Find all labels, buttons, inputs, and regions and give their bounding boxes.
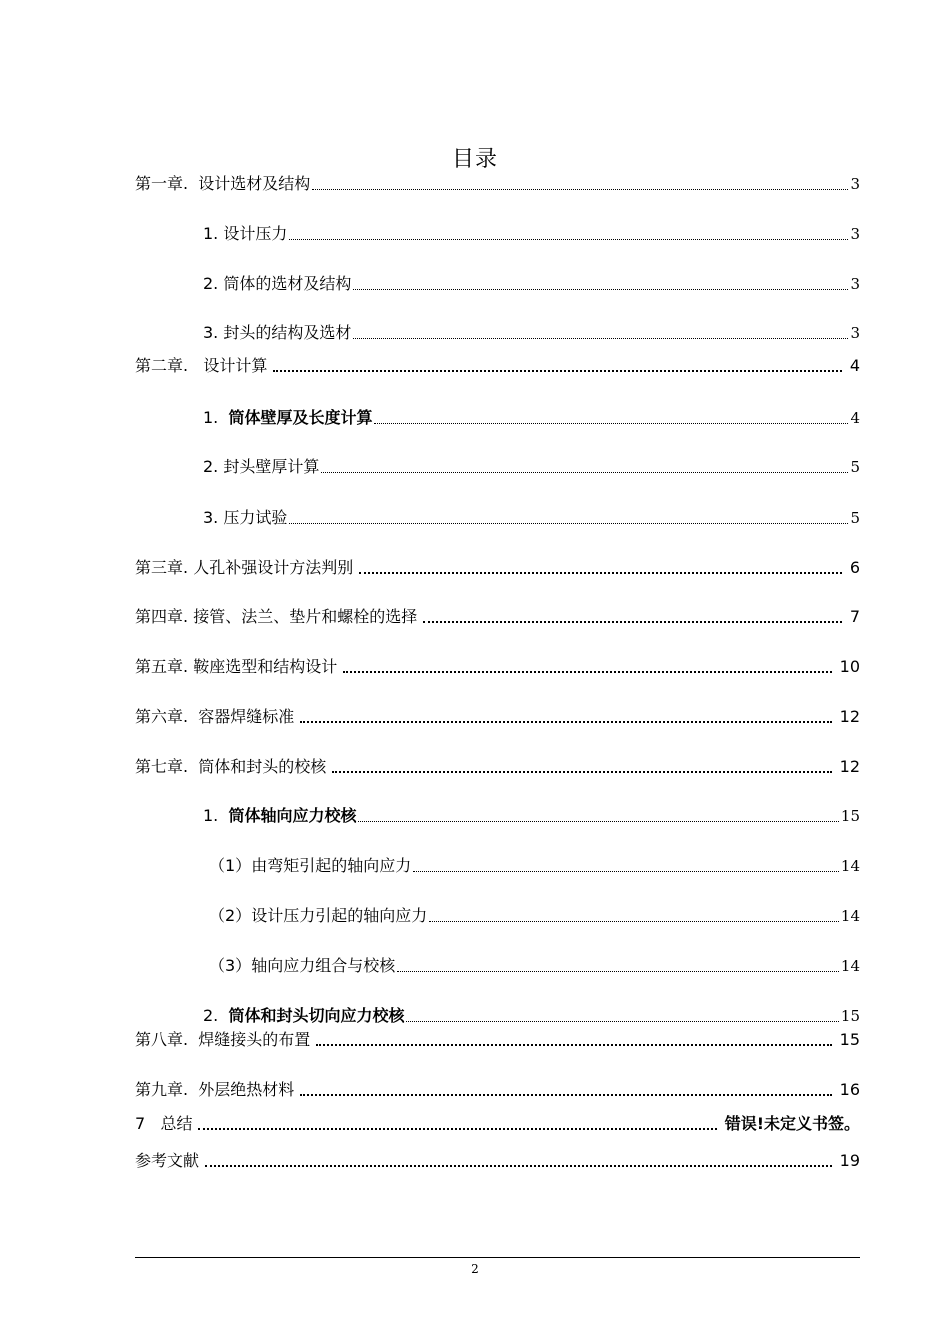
toc-entry-page: 5: [850, 458, 860, 476]
toc-dot-leader: [353, 289, 848, 290]
toc-entry-page: 3: [850, 275, 860, 293]
toc-dot-leader: [300, 1094, 831, 1096]
toc-dot-leader: [321, 472, 848, 473]
toc-entry-number: 第六章.: [135, 707, 199, 726]
toc-entry[interactable]: [209, 956, 860, 976]
toc-entry[interactable]: [135, 1080, 860, 1100]
toc-entry-number: 1.: [203, 224, 224, 243]
toc-entry-number: （1）: [209, 856, 252, 875]
toc-dot-leader: [300, 721, 831, 723]
toc-entry-label: 外层绝热材料: [198, 1080, 295, 1099]
toc-entry-number: 第二章.: [135, 356, 204, 375]
toc-entry-number: 1.: [203, 408, 229, 427]
toc-entry-page: 4: [849, 356, 860, 375]
toc-entry[interactable]: [203, 224, 860, 244]
toc-entry[interactable]: [209, 856, 860, 876]
toc-entry-number: 2.: [203, 1006, 229, 1025]
toc-entry[interactable]: [135, 356, 860, 376]
toc-entry-number: 第七章.: [135, 757, 199, 776]
toc-dot-leader: [316, 1044, 831, 1046]
toc-entry[interactable]: [203, 508, 860, 528]
toc-entry-page: 14: [840, 857, 860, 875]
toc-title: 目录: [451, 147, 498, 172]
toc-entry[interactable]: [209, 906, 860, 926]
toc-entry-label: 鞍座选型和结构设计: [193, 657, 338, 676]
toc-dot-leader: [312, 189, 848, 190]
toc-entry-number: 第五章.: [135, 657, 194, 676]
toc-entry-label: 设计压力引起的轴向应力: [251, 906, 428, 925]
toc-entry-page: 19: [839, 1151, 860, 1170]
toc-entry-label: 设计压力: [223, 224, 288, 243]
toc-entry-label: 压力试验: [223, 508, 288, 527]
toc-entry[interactable]: [135, 1151, 860, 1171]
toc-entry-label: 筒体轴向应力校核: [228, 806, 357, 825]
toc-entry[interactable]: [135, 607, 860, 627]
toc-dot-leader: [397, 971, 839, 972]
toc-entry[interactable]: [135, 657, 860, 677]
toc-entry-page: 3: [850, 225, 860, 243]
toc-dot-leader: [273, 370, 841, 372]
toc-entry-label: 由弯矩引起的轴向应力: [251, 856, 412, 875]
toc-entry-label: 焊缝接头的布置: [198, 1030, 311, 1049]
toc-dot-leader: [289, 239, 848, 240]
toc-entry[interactable]: [203, 1006, 860, 1026]
toc-entry-page: 6: [849, 558, 860, 577]
toc-entry[interactable]: [135, 558, 860, 578]
toc-entry[interactable]: [203, 457, 860, 477]
toc-entry-page: 7: [849, 607, 860, 626]
toc-dot-leader: [343, 671, 831, 673]
toc-entry-label: 筒体和封头的校核: [198, 757, 327, 776]
toc-entry-number: 3.: [203, 508, 224, 527]
toc-entry[interactable]: [203, 408, 860, 428]
toc-entry-page: 16: [839, 1080, 860, 1099]
toc-entry-label: 筒体的选材及结构: [223, 274, 352, 293]
toc-entry[interactable]: [203, 274, 860, 294]
toc-entry-number: 1.: [203, 806, 229, 825]
toc-dot-leader: [358, 821, 838, 822]
footer-page-number: 2: [471, 1262, 479, 1276]
toc-entry-number: 2.: [203, 274, 224, 293]
toc-entry-number: （2）: [209, 906, 252, 925]
toc-entry[interactable]: [135, 707, 860, 727]
footer-divider: [135, 1257, 860, 1258]
toc-entry-page: 5: [850, 509, 860, 527]
toc-entry-page: 14: [840, 907, 860, 925]
toc-entry-page: 12: [839, 707, 860, 726]
toc-entry-label: 封头的结构及选材: [223, 323, 352, 342]
toc-entry[interactable]: [135, 1114, 860, 1134]
toc-dot-leader: [359, 572, 842, 574]
toc-entry-number: 第三章.: [135, 558, 194, 577]
toc-entry-label: 容器焊缝标准: [198, 707, 295, 726]
toc-entry-label: 筒体壁厚及长度计算: [228, 408, 373, 427]
toc-entry-number: 第四章.: [135, 607, 194, 626]
toc-dot-leader: [406, 1021, 838, 1022]
toc-entry-number: 7: [135, 1114, 161, 1133]
toc-dot-leader: [332, 771, 831, 773]
toc-entry-label: 参考文献: [135, 1151, 200, 1170]
toc-dot-leader: [289, 523, 848, 524]
toc-entry-page: 4: [850, 409, 860, 427]
toc-entry-page: 14: [840, 957, 860, 975]
toc-dot-leader: [198, 1128, 716, 1130]
toc-entry-page: 10: [839, 657, 860, 676]
toc-entry[interactable]: [203, 806, 860, 826]
toc-entry[interactable]: [135, 1030, 860, 1050]
toc-entry-page: 3: [850, 175, 860, 193]
toc-entry-number: （3）: [209, 956, 252, 975]
toc-entry-page: 15: [839, 1030, 860, 1049]
toc-entry-number: 第一章.: [135, 174, 199, 193]
toc-entry-label: 设计选材及结构: [198, 174, 311, 193]
toc-entry-number: 3.: [203, 323, 224, 342]
toc-entry-page: 3: [850, 324, 860, 342]
toc-entry-page: 错误!未定义书签。: [724, 1114, 860, 1133]
toc-dot-leader: [374, 423, 848, 424]
toc-entry-page: 12: [839, 757, 860, 776]
toc-entry-page: 15: [840, 807, 860, 825]
toc-entry[interactable]: [135, 757, 860, 777]
toc-entry-number: 第九章.: [135, 1080, 199, 1099]
toc-dot-leader: [353, 338, 848, 339]
toc-entry[interactable]: [203, 323, 860, 343]
toc-dot-leader: [429, 921, 839, 922]
toc-entry-page: 15: [840, 1007, 860, 1025]
toc-dot-leader: [423, 621, 842, 623]
toc-entry-label: 筒体和封头切向应力校核: [228, 1006, 405, 1025]
toc-entry-number: 第八章.: [135, 1030, 199, 1049]
toc-entry-label: 人孔补强设计方法判别: [193, 558, 354, 577]
toc-dot-leader: [413, 871, 839, 872]
toc-entry-label: 总结: [160, 1114, 193, 1133]
toc-dot-leader: [205, 1165, 832, 1167]
toc-entry-label: 轴向应力组合与校核: [251, 956, 396, 975]
toc-entry[interactable]: [135, 174, 860, 194]
toc-entry-number: 2.: [203, 457, 224, 476]
toc-entry-label: 设计计算: [203, 356, 268, 375]
toc-entry-label: 接管、法兰、垫片和螺栓的选择: [193, 607, 418, 626]
toc-entry-label: 封头壁厚计算: [223, 457, 320, 476]
